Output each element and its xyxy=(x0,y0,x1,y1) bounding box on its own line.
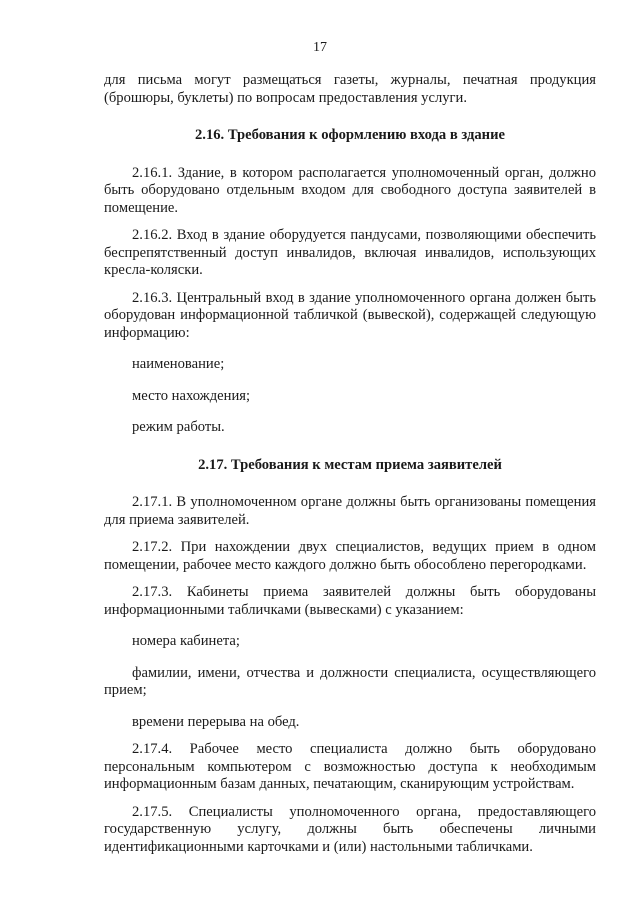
list-item: фамилии, имени, отчества и должности специалиста, осуществляющего прием; xyxy=(104,664,596,698)
paragraph-2-17-4: 2.17.4. Рабочее место специалиста должно быть оборудовано персональным компьютером с возможностью доступа к необходимым информационным базам данных, печатающим, сканирующим устройствам. xyxy=(104,741,596,792)
paragraph-2-17-5: 2.17.5. Специалисты уполномоченного органа, предоставляющего государственную услугу, должны быть обеспечены личными идентификационными карточками и (или) настольными табличками. xyxy=(104,803,596,855)
section-2-16-heading: 2.16. Требования к оформлению входа в здание xyxy=(195,127,505,143)
page-number: 17 xyxy=(313,40,327,55)
intro-paragraph: для письма могут размещаться газеты, журналы, печатная продукция (брошюры, буклеты) по вопросам предоставления услуги. xyxy=(104,72,596,106)
list-item: режим работы. xyxy=(132,419,225,435)
paragraph-2-17-3: 2.17.3. Кабинеты приема заявителей должны быть оборудованы информационными табличками (вывесками) с указанием: xyxy=(104,584,596,618)
paragraph-2-16-3: 2.16.3. Центральный вход в здание уполномоченного органа должен быть оборудован информационной табличкой (вывеской), содержащей следующую информацию: xyxy=(104,289,596,341)
paragraph-2-16-2: 2.16.2. Вход в здание оборудуется пандусами, позволяющими обеспечить беспрепятственный доступ инвалидов, включая инвалидов, использующих кресла-коляски. xyxy=(104,227,596,278)
list-item: времени перерыва на обед. xyxy=(132,713,300,730)
paragraph-2-17-2: 2.17.2. При нахождении двух специалистов, ведущих прием в одном помещении, рабочее место каждого должно быть обособлено перегородками. xyxy=(104,539,596,573)
paragraph-2-17-1: 2.17.1. В уполномоченном органе должны быть организованы помещения для приема заявителей. xyxy=(104,494,596,528)
list-item: номера кабинета; xyxy=(132,633,240,649)
list-item: место нахождения; xyxy=(132,387,251,404)
section-2-17-heading: 2.17. Требования к местам приема заявителей xyxy=(198,456,502,473)
document-body xyxy=(104,72,596,856)
list-item: наименование; xyxy=(132,356,225,372)
paragraph-2-16-1: 2.16.1. Здание, в котором располагается уполномоченный орган, должно быть оборудовано отдельным входом для свободного доступа заявителей в помещение. xyxy=(104,164,596,216)
